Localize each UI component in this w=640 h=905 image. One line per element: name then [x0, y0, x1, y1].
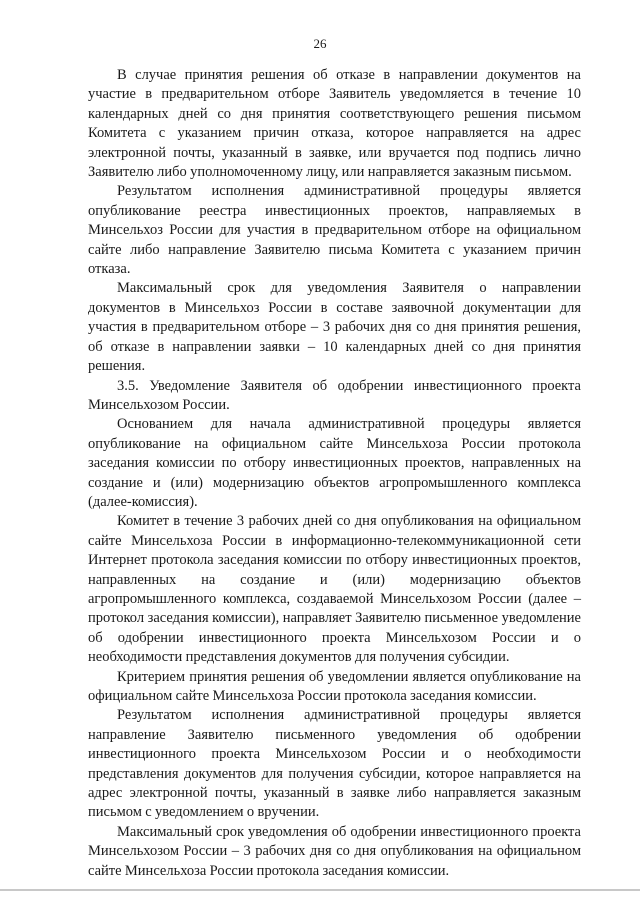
paragraph-notification-result: Результатом исполнения административной процедуры является направление Заявителю письменного уведомления об одобрении инвестиционного проекта Минсельхозом России и о необходимости представления документов для получения субсидии, которое направляется на адрес электронной почты, указанный в заявке либо направляется заказным письмом с уведомлением о вручении.	[88, 707, 581, 821]
page-number: 26	[313, 36, 327, 51]
paragraph-refusal-notice: В случае принятия решения об отказе в направлении документов на участие в предварительном отборе Заявитель уведомляется в течение 10 календарных дней со дня принятия соответствующего решения письмом Комитета с указанием причин отказа, которое направляется на адрес электронной почты, указанный в заявке, или вручается под подпись лично Заявителю либо уполномоченному лицу, или направляется заказным письмом.	[88, 67, 581, 181]
paragraph-notification-term: Максимальный срок уведомления об одобрении инвестиционного проекта Минсельхозом России – 3 рабочих дня со дня опубликования на официальном сайте Минсельхоза России протокола заседания комиссии.	[88, 823, 581, 879]
paragraph-max-term: Максимальный срок для уведомления Заявителя о направлении документов в Минсельхоз России в составе заявочной документации для участия в предварительном отборе – 3 рабочих дня со дня принятия решения, об отказе в направлении заявки – 10 календарных дней со дня принятия решения.	[88, 280, 581, 375]
paragraph-procedure-result: Результатом исполнения административной процедуры является опубликование реестра инвестиционных проектов, направляемых в Минсельхоз России для участия в предварительном отборе на официальном сайте либо направление Заявителю письма Комитета с указанием причин отказа.	[88, 183, 581, 278]
paragraph-decision-criterion: Критерием принятия решения об уведомлении является опубликование на официальном сайте Минсельхоза России протокола заседания комиссии.	[88, 668, 581, 704]
scan-edge-line	[0, 889, 640, 891]
paragraph-committee-notice: Комитет в течение 3 рабочих дней со дня опубликования на официальном сайте Минсельхоза России в информационно-телекоммуникационной сети Интернет протокола заседания комиссии по отбору инвестиционных проектов, направленных на создание и (или) модернизацию объектов агропромышленного комплекса, создаваемой Минсельхозом России (далее – протокол заседания комиссии), направляет Заявителю письменное уведомление об одобрении инвестиционного проекта Минсельхозом России и о необходимости представления документов для получения субсидии.	[88, 513, 581, 666]
paragraph-procedure-basis: Основанием для начала административной процедуры является опубликование на официальном сайте Минсельхоза России протокола заседания комиссии по отбору инвестиционных проектов, направленных на создание и (или) модернизацию объектов агропромышленного комплекса (далее-комиссия).	[88, 416, 581, 510]
document-body	[88, 66, 581, 881]
section-heading-3-5: 3.5. Уведомление Заявителя об одобрении инвестиционного проекта Минсельхозом России.	[88, 377, 581, 413]
